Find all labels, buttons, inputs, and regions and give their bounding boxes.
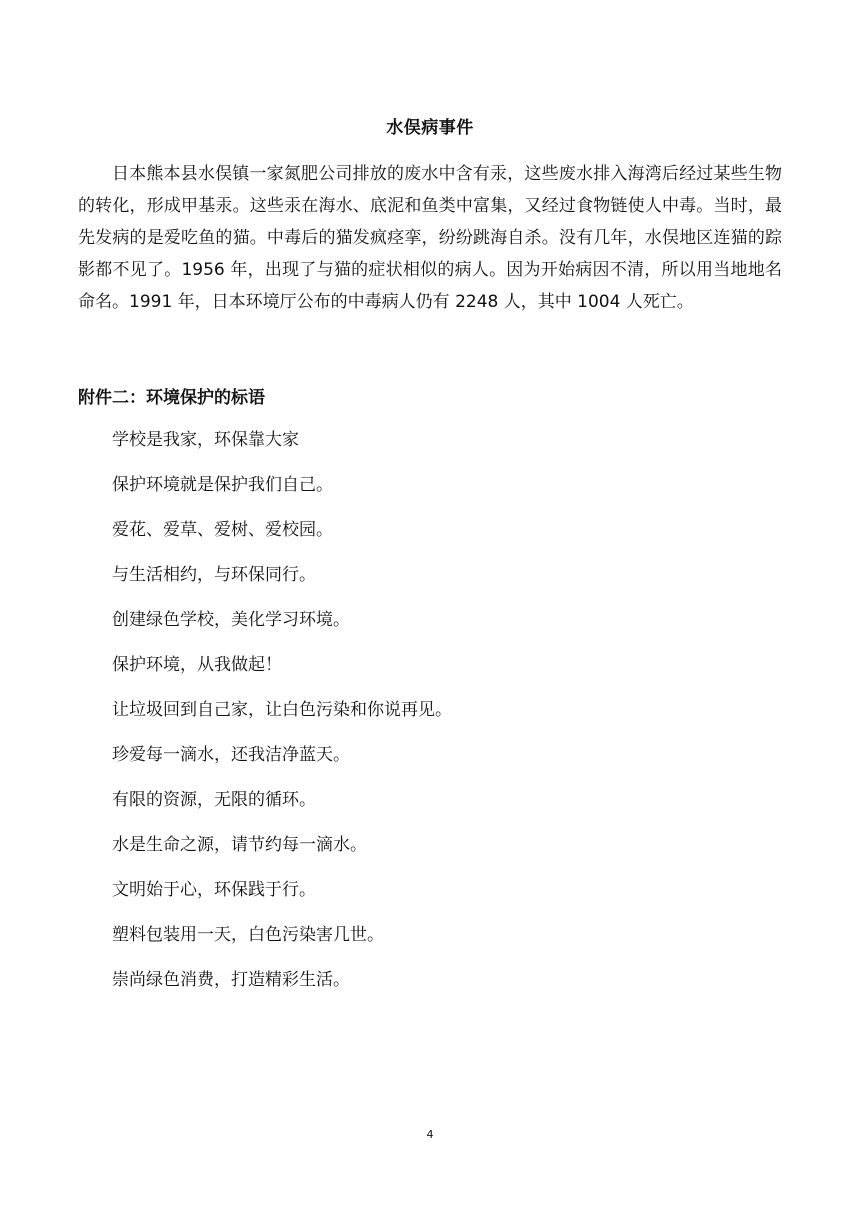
slogan-item: 爱花、爱草、爱树、爱校园。 bbox=[112, 520, 333, 540]
slogan-item: 学校是我家，环保靠大家 bbox=[112, 430, 299, 450]
document-title: 水俣病事件 bbox=[386, 118, 474, 138]
page-number: 4 bbox=[426, 1128, 434, 1141]
slogan-item: 水是生命之源，请节约每一滴水。 bbox=[112, 835, 367, 855]
slogan-item: 保护环境，从我做起！ bbox=[112, 655, 282, 675]
slogan-item: 保护环境就是保护我们自己。 bbox=[112, 475, 333, 495]
section-heading: 附件二：环境保护的标语 bbox=[78, 388, 265, 408]
slogan-item: 有限的资源，无限的循环。 bbox=[112, 790, 316, 810]
slogan-item: 创建绿色学校，美化学习环境。 bbox=[112, 610, 350, 630]
slogan-item: 与生活相约，与环保同行。 bbox=[112, 565, 316, 585]
slogan-list bbox=[112, 428, 452, 1013]
slogan-item: 塑料包装用一天，白色污染害几世。 bbox=[112, 925, 384, 945]
slogan-item: 崇尚绿色消费，打造精彩生活。 bbox=[112, 970, 350, 990]
slogan-item: 让垃圾回到自己家，让白色污染和你说再见。 bbox=[112, 700, 452, 720]
slogan-item: 文明始于心，环保践于行。 bbox=[112, 880, 316, 900]
body-paragraph: 日本熊本县水俣镇一家氮肥公司排放的废水中含有汞，这些废水排入海湾后经过某些生物的转化，形成甲基汞。这些汞在海水、底泥和鱼类中富集，又经过食物链使人中毒。当时，最先发病的是爱吃鱼的猫。中毒后的猫发疯痉挛，纷纷跳海自杀。没有几年，水俣地区连猫的踪影都不见了。1956 年，出现了与猫的症状相似的病人。因为开始病因不清，所以用当地地名命名。1991 年，日本环境厅公布的中毒病人仍有 2248 人，其中 1004 人死亡。 bbox=[78, 164, 782, 312]
slogan-item: 珍爱每一滴水，还我洁净蓝天。 bbox=[112, 745, 350, 765]
